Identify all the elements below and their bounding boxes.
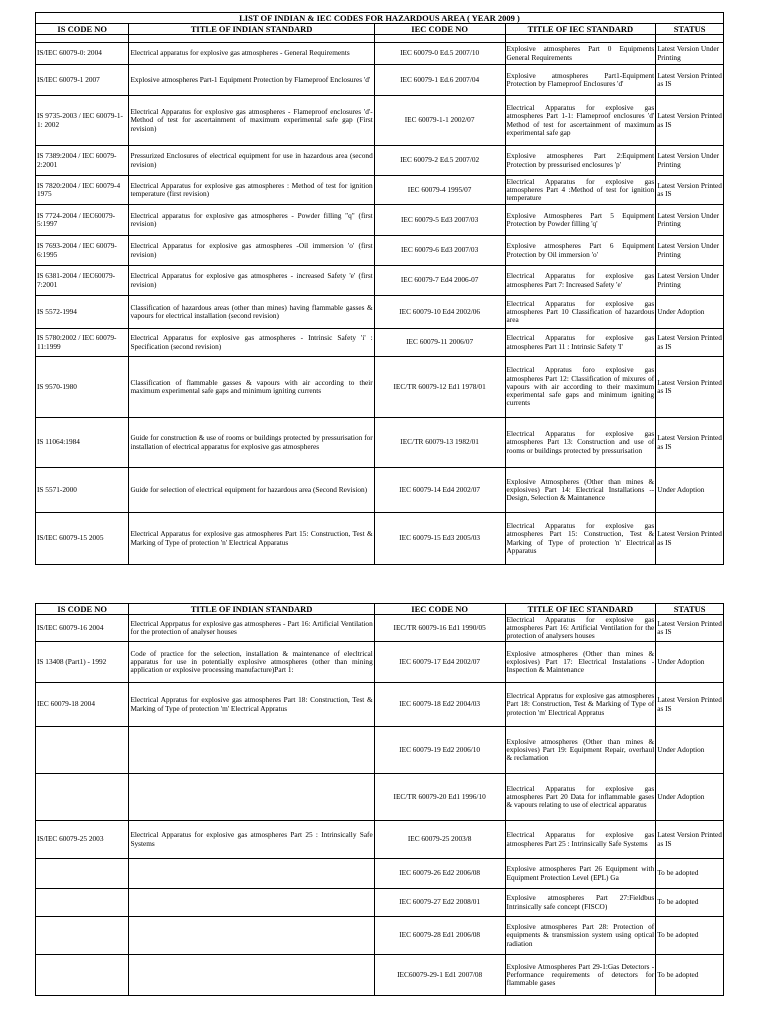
indian-title-cell bbox=[129, 955, 374, 996]
header-is-code: IS CODE NO bbox=[36, 24, 129, 35]
status-cell: Under Adoption bbox=[656, 727, 724, 774]
iec-code-cell: IEC 60079-14 Ed4 2002/07 bbox=[374, 468, 505, 513]
iec-code-cell: IEC 60079-4 1995/07 bbox=[374, 176, 505, 205]
iec-title-cell: Electrical Appratus for explosive gas atmospheres Part 18: Construction, Test & Marking of Type of protection 'm' Electrical Appratus bbox=[505, 683, 656, 727]
iec-title-cell: Electrical Apparatus for explosive gas atmospheres Part 25 : Intrinsically Safe Systems bbox=[505, 821, 656, 859]
iec-title-cell: Electrical Apparatus for explosive gas atmospheres Part 20 Data for inflammable gases & vapours relating to use of electrical apparatus bbox=[505, 774, 656, 821]
indian-title-cell: Electrical apparatus for explosive gas atmospheres - General Requirements bbox=[129, 43, 374, 65]
iec-code-cell: IEC60079-29-1 Ed1 2007/08 bbox=[374, 955, 505, 996]
is-code-cell: IS 7693-2004 / IEC 60079-6:1995 bbox=[36, 236, 129, 266]
is-code-cell bbox=[36, 917, 129, 955]
table-title: LIST OF INDIAN & IEC CODES FOR HAZARDOUS AREA ( YEAR 2009 ) bbox=[36, 13, 724, 24]
header-row bbox=[36, 24, 724, 35]
header-iec-title: TITLE OF IEC STANDARD bbox=[505, 24, 656, 35]
table-row bbox=[36, 615, 724, 642]
iec-code-cell: IEC 60079-18 Ed2 2004/03 bbox=[374, 683, 505, 727]
indian-title-cell: Code of practice for the selection, installation & maintenance of elecltrical apparatus for use in potentially explosive atmospheres (other than mining application or explosive processing manufacture)Part 1: bbox=[129, 642, 374, 683]
status-cell: Latest Version Printed as IS bbox=[656, 418, 724, 468]
iec-title-cell: Electrical Apparatus for explosive gas atmospheres Part 7: Increased Safety 'e' bbox=[505, 266, 656, 296]
is-code-cell: IS/IEC 60079-15 2005 bbox=[36, 513, 129, 565]
iec-title-cell: Explosive atmospheres (Other than mines & explosives) Part 17: Electrical Instalations - Inspection & Maintenance bbox=[505, 642, 656, 683]
indian-title-cell bbox=[129, 889, 374, 917]
indian-title-cell: Electrical Apparatus for explosive gas atmospheres : Method of test for ignition temperature (first revision) bbox=[129, 176, 374, 205]
iec-title-cell: Electrical Apparatus for explosive gas atmospheres Part 13: Construction and use of rooms or buildings protected by pressurisation bbox=[505, 418, 656, 468]
indian-title-cell: Classification of flammable gasses & vapours with air according to their maximum experimental safe gaps and minimum igniting currents bbox=[129, 357, 374, 418]
header-is-code: IS CODE NO bbox=[36, 604, 129, 615]
table-body bbox=[36, 43, 724, 565]
table-row bbox=[36, 889, 724, 917]
status-cell: Latest Version Under Printing bbox=[656, 205, 724, 236]
is-code-cell: IS/IEC 60079-1 2007 bbox=[36, 65, 129, 96]
header-row bbox=[36, 604, 724, 615]
table-row bbox=[36, 266, 724, 296]
table-title-row bbox=[36, 13, 724, 24]
is-code-cell: IS 13408 (Part1) - 1992 bbox=[36, 642, 129, 683]
table-row bbox=[36, 329, 724, 357]
iec-title-cell: Explosive Atmospheres Part 29-1:Gas Detectors -Performance requirements of detectors for flammable gases bbox=[505, 955, 656, 996]
header-indian-title: TITLE OF INDIAN STANDARD bbox=[129, 604, 374, 615]
is-code-cell bbox=[36, 774, 129, 821]
status-cell: Latest Version Printed as IS bbox=[656, 65, 724, 96]
table-row bbox=[36, 205, 724, 236]
table-row bbox=[36, 955, 724, 996]
iec-title-cell: Explosive atmospheres Part 2:Equipment Protection by pressurised enclosures 'p' bbox=[505, 146, 656, 176]
table-row bbox=[36, 821, 724, 859]
iec-title-cell: Explosive atmospheres Part 26 Equipment with Equipment Protection Level (EPL) Ga bbox=[505, 859, 656, 889]
indian-title-cell bbox=[129, 859, 374, 889]
is-code-cell: IS/IEC 60079-16 2004 bbox=[36, 615, 129, 642]
table-row bbox=[36, 357, 724, 418]
is-code-cell: IS 7724-2004 / IEC60079-5:1997 bbox=[36, 205, 129, 236]
indian-title-cell: Explosive atmospheres Part-1 Equipment Protection by Flameproof Enclosures 'd' bbox=[129, 65, 374, 96]
status-cell: Latest Version Printed as IS bbox=[656, 513, 724, 565]
indian-title-cell: Electrical Apparatus for explosive gas atmospheres Part 15: Construction, Test & Marking of Type of protection 'n' Electrical Apparatus bbox=[129, 513, 374, 565]
status-cell: To be adopted bbox=[656, 955, 724, 996]
iec-code-cell: IEC/TR 60079-12 Ed1 1978/01 bbox=[374, 357, 505, 418]
table-row bbox=[36, 96, 724, 146]
iec-title-cell: Electrical Apparatus for explosive gas atmospheres Part 16: Artificial Ventilation for the protection of analysers houses bbox=[506, 614, 655, 641]
is-code-cell: IS 9735-2003 / IEC 60079-1-1: 2002 bbox=[36, 96, 129, 146]
table-row bbox=[36, 683, 724, 727]
is-code-cell: IS 6381-2004 / IEC60079-7:2001 bbox=[36, 266, 129, 296]
iec-title-cell: Electrical Apparatus for explosive gas atmospheres Part 15: Construction, Test & Marking of Type of protection 'n' Electrical Apparatus bbox=[505, 513, 656, 565]
iec-title-cell: Explosive atmospheres Part 0 Equipments General Requirements bbox=[505, 43, 656, 65]
iec-code-cell: IEC 60079-1-1 2002/07 bbox=[374, 96, 505, 146]
iec-code-cell: IEC 60079-5 Ed3 2007/03 bbox=[374, 205, 505, 236]
spacer-row bbox=[36, 35, 724, 43]
iec-title-cell: Explosive atmospheres Part1-Equipment Protection by Flameproof Enclosures 'd' bbox=[505, 65, 656, 96]
iec-title-cell: Explosive Atmospheres Part 5 Equipment Protection by Powder filling 'q' bbox=[505, 205, 656, 236]
indian-title-cell: Electrical Apparatus for explosive gas atmospheres - Intrinsic Safety 'i' : Specification (second revision) bbox=[129, 329, 374, 357]
iec-title-cell: Electrical Appratus foro explosive gas atmospheres Part 12: Classification of mixures of vapours with air according to their maximum experimental safe gaps and minimum igniting currents bbox=[505, 357, 656, 418]
table-row bbox=[36, 642, 724, 683]
table-row bbox=[36, 774, 724, 821]
iec-code-cell: IEC 60079-7 Ed4 2006-07 bbox=[374, 266, 505, 296]
header-indian-title: TITLE OF INDIAN STANDARD bbox=[129, 24, 374, 35]
iec-code-cell: IEC 60079-25 2003/8 bbox=[374, 821, 505, 859]
iec-code-cell: IEC 60079-17 Ed4 2002/07 bbox=[374, 642, 505, 683]
iec-code-cell: IEC 60079-19 Ed2 2006/10 bbox=[374, 727, 505, 774]
status-cell: Under Adoption bbox=[656, 642, 724, 683]
iec-title-cell: Explosive atmospheres (Other than mines & explosives) Part 19: Equipment Repair, overhaul & reclamation bbox=[505, 727, 656, 774]
header-iec-code: IEC CODE NO bbox=[374, 604, 505, 615]
table-row bbox=[36, 236, 724, 266]
header-status: STATUS bbox=[656, 604, 724, 615]
is-code-cell bbox=[36, 859, 129, 889]
table-row bbox=[36, 513, 724, 565]
is-code-cell: IS 5572-1994 bbox=[36, 296, 129, 329]
status-cell: Latest Version Printed as IS bbox=[656, 329, 724, 357]
indian-title-cell: Electrical apparatus for explosive gas atmospheres - Powder filling "q" (first revision) bbox=[129, 205, 374, 236]
indian-title-cell: Electrical Appratus for explosive gas atmospheres Part 18: Construction, Test & Marking of Type of protection 'm' Electrical Appratus bbox=[129, 683, 374, 727]
iec-code-cell: IEC/TR 60079-16 Ed1 1990/05 bbox=[374, 615, 505, 642]
status-cell: To be adopted bbox=[656, 917, 724, 955]
iec-code-cell: IEC 60079-0 Ed.5 2007/10 bbox=[374, 43, 505, 65]
status-cell: Latest Version Printed as IS bbox=[656, 683, 724, 727]
iec-code-cell: IEC 60079-6 Ed3 2007/03 bbox=[374, 236, 505, 266]
iec-code-cell: IEC/TR 60079-13 1982/01 bbox=[374, 418, 505, 468]
is-code-cell: IS/IEC 60079-25 2003 bbox=[36, 821, 129, 859]
iec-code-cell: IEC 60079-15 Ed3 2005/03 bbox=[374, 513, 505, 565]
is-code-cell: IS 5571-2000 bbox=[36, 468, 129, 513]
table-row bbox=[36, 43, 724, 65]
is-code-cell: IS/IEC 60079-0: 2004 bbox=[36, 43, 129, 65]
hazardous-codes-table-1 bbox=[35, 12, 724, 565]
indian-title-cell: Electrical Apparatus for explosive gas atmospheres Part 25 : Intrinsically Safe Systems bbox=[129, 821, 374, 859]
status-cell: To be adopted bbox=[656, 889, 724, 917]
iec-title-cell: Electrical Apparatus for explosive gas atmospheres Part 10 Classification of hazardous area bbox=[505, 296, 656, 329]
is-code-cell: IEC 60079-18 2004 bbox=[36, 683, 129, 727]
indian-title-cell: Guide for selection of electrical equipment for hazardous area (Second Revision) bbox=[129, 468, 374, 513]
iec-title-cell: Explosive atmospheres Part 27:Fieldbus Intrinsically safe concept (FISCO) bbox=[505, 889, 656, 917]
table-row bbox=[36, 296, 724, 329]
status-cell: Latest Version Under Printing bbox=[656, 43, 724, 65]
indian-title-cell: Pressurized Enclosures of electrical equipment for use in hazardous area (second revision) bbox=[129, 146, 374, 176]
iec-title-cell: Explosive atmospheres Part 28: Protection of equipments & transmission system using optical radiation bbox=[505, 917, 656, 955]
is-code-cell: IS 7820:2004 / IEC 60079-4 1975 bbox=[36, 176, 129, 205]
status-cell: Latest Version Printed as IS bbox=[656, 176, 724, 205]
is-code-cell bbox=[36, 889, 129, 917]
header-status: STATUS bbox=[656, 24, 724, 35]
table-row bbox=[36, 176, 724, 205]
indian-title-cell: Electrical Apparatus for explosive gas atmospheres -Oil immersion 'o' (first revision) bbox=[129, 236, 374, 266]
iec-title-cell: Electrical Apparatus for explosive gas atmospheres Part 11 : Intrinsic Safety 'I' bbox=[505, 329, 656, 357]
indian-title-cell bbox=[129, 727, 374, 774]
iec-title-cell: Explosive Atmospheres (Other than mines & explosives) Part 14: Electrical Installations -- Design, Selection & Maintanence bbox=[505, 468, 656, 513]
header-iec-title: TITLE OF IEC STANDARD bbox=[505, 604, 656, 615]
is-code-cell bbox=[36, 727, 129, 774]
indian-title-cell: Guide for construction & use of rooms or buildings protected by pressurisation for installation of electrical apparatus for explosive gas atmospheres bbox=[129, 418, 374, 468]
indian-title-cell bbox=[129, 774, 374, 821]
iec-title-cell: Explosive atmospheres Part 6 Equipment Protection by Oil immersion 'o' bbox=[505, 236, 656, 266]
indian-title-cell: Electrical Apprpatus for explosive gas atmospheres - Part 16: Artificial Ventilation for the protection of analyser houses bbox=[129, 615, 374, 642]
is-code-cell: IS 7389:2004 / IEC 60079-2:2001 bbox=[36, 146, 129, 176]
status-cell: Latest Version Under Printing bbox=[656, 266, 724, 296]
status-cell: Latest Version Printed as IS bbox=[656, 96, 724, 146]
is-code-cell bbox=[36, 955, 129, 996]
iec-code-cell: IEC 60079-26 Ed2 2006/08 bbox=[374, 859, 505, 889]
indian-title-cell: Electrical Apparatus for explosive gas atmospheres - Flameproof enclosures 'd'-Method of test for ascertainment of maximum experimental safe gap (First revision) bbox=[129, 96, 374, 146]
table-row bbox=[36, 727, 724, 774]
indian-title-cell: Electrical Apparatus for explosive gas atmospheres - increased Safety 'e' (first revision) bbox=[129, 266, 374, 296]
table-row bbox=[36, 146, 724, 176]
is-code-cell: IS 5780:2002 / IEC 60079-11:1999 bbox=[36, 329, 129, 357]
table-row bbox=[36, 468, 724, 513]
iec-code-cell: IEC 60079-10 Ed4 2002/06 bbox=[374, 296, 505, 329]
table-row bbox=[36, 917, 724, 955]
is-code-cell: IS 9570-1980 bbox=[36, 357, 129, 418]
indian-title-cell: Classification of hazardous areas (other than mines) having flammable gasses & vapours for electrical installation (second revision) bbox=[129, 296, 374, 329]
table-body bbox=[36, 615, 724, 996]
status-cell: Latest Version Under Printing bbox=[656, 236, 724, 266]
header-iec-code: IEC CODE NO bbox=[374, 24, 505, 35]
iec-code-cell: IEC 60079-2 Ed.5 2007/02 bbox=[374, 146, 505, 176]
iec-title-cell: Electrical Apparatus for explosive gas atmospheres Part 4 :Method of test for ignition temperature bbox=[505, 176, 656, 205]
is-code-cell: IS 11064:1984 bbox=[36, 418, 129, 468]
iec-code-cell: IEC 60079-1 Ed.6 2007/04 bbox=[374, 65, 505, 96]
table-row bbox=[36, 65, 724, 96]
status-cell: Latest Version Printed as IS bbox=[656, 357, 724, 418]
status-cell: Under Adoption bbox=[656, 296, 724, 329]
iec-title-cell: Electrical Apparatus for explosive gas atmospheres Part 1-1: Flameproof enclosures 'd' Method of test for ascertainment of maximum experimental safe gap bbox=[505, 96, 656, 146]
status-cell: Latest Version Under Printing bbox=[656, 146, 724, 176]
status-cell: Latest Version Printed as IS bbox=[656, 821, 724, 859]
table-row bbox=[36, 859, 724, 889]
iec-code-cell: IEC 60079-28 Ed1 2006/08 bbox=[374, 917, 505, 955]
iec-code-cell: IEC 60079-11 2006/07 bbox=[374, 329, 505, 357]
indian-title-cell bbox=[129, 917, 374, 955]
status-cell: Under Adoption bbox=[656, 468, 724, 513]
status-cell: To be adopted bbox=[656, 859, 724, 889]
iec-code-cell: IEC/TR 60079-20 Ed1 1996/10 bbox=[374, 774, 505, 821]
table-row bbox=[36, 418, 724, 468]
status-cell: Latest Version Printed as IS bbox=[656, 615, 724, 642]
hazardous-codes-table-2 bbox=[35, 603, 724, 996]
iec-code-cell: IEC 60079-27 Ed2 2008/01 bbox=[374, 889, 505, 917]
status-cell: Under Adoption bbox=[656, 774, 724, 821]
